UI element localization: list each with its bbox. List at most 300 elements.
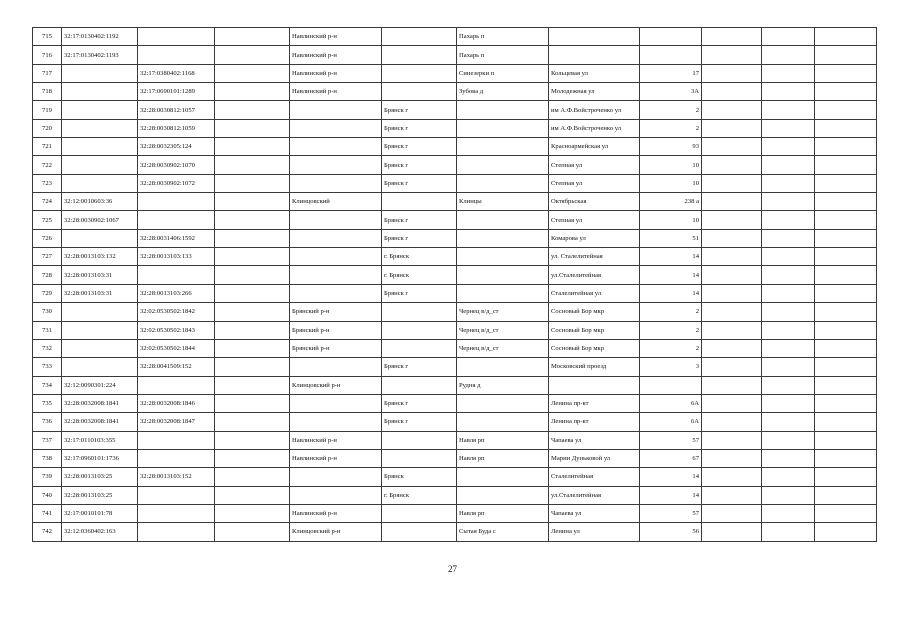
row-number-cell: 736 — [33, 413, 62, 431]
empty-cell — [762, 394, 815, 412]
city-cell: Брянск г — [382, 101, 457, 119]
settlement-cell: Чернец в/д_ст — [457, 321, 549, 339]
settlement-cell: Клинцы — [457, 193, 549, 211]
district-cell — [290, 156, 382, 174]
settlement-cell: Рудня д — [457, 376, 549, 394]
cadastral-number-cell — [62, 303, 138, 321]
settlement-cell: Навля рп — [457, 504, 549, 522]
city-cell — [382, 523, 457, 541]
settlement-cell — [457, 486, 549, 504]
district-cell: Брянский р-н — [290, 339, 382, 357]
table-row — [33, 303, 877, 321]
empty-cell — [815, 394, 877, 412]
district-cell — [290, 138, 382, 156]
row-number-cell: 716 — [33, 46, 62, 64]
empty-cell — [815, 119, 877, 137]
empty-cell — [702, 431, 762, 449]
cadastral-number-2-cell — [138, 193, 215, 211]
cadastral-number-2-cell: 32:28:0030812:1057 — [138, 101, 215, 119]
cadastral-number-2-cell: 32:28:0032008:1846 — [138, 394, 215, 412]
district-cell — [290, 211, 382, 229]
empty-cell — [815, 28, 877, 46]
cadastral-number-2-cell: 32:28:0013103:152 — [138, 468, 215, 486]
cadastral-number-3-cell — [215, 431, 290, 449]
table-row — [33, 376, 877, 394]
row-number-cell: 722 — [33, 156, 62, 174]
row-number-cell: 728 — [33, 266, 62, 284]
district-cell — [290, 266, 382, 284]
cadastral-number-2-cell — [138, 431, 215, 449]
cadastral-number-2-cell — [138, 449, 215, 467]
house-cell: 2 — [640, 321, 702, 339]
empty-cell — [762, 504, 815, 522]
cadastral-number-3-cell — [215, 229, 290, 247]
empty-cell — [762, 358, 815, 376]
empty-cell — [762, 46, 815, 64]
table-row — [33, 486, 877, 504]
cadastral-number-cell: 32:17:0130402:1193 — [62, 46, 138, 64]
street-cell: Чапаева ул — [549, 431, 640, 449]
city-cell: г. Брянск — [382, 486, 457, 504]
cadastral-number-3-cell — [215, 486, 290, 504]
empty-cell — [702, 156, 762, 174]
cadastral-number-2-cell: 32:28:0030812:1059 — [138, 119, 215, 137]
empty-cell — [815, 83, 877, 101]
empty-cell — [762, 376, 815, 394]
house-cell: 56 — [640, 523, 702, 541]
street-cell: Ленина пр-кт — [549, 394, 640, 412]
empty-cell — [702, 138, 762, 156]
settlement-cell: Навля рп — [457, 431, 549, 449]
empty-cell — [815, 156, 877, 174]
cadastral-number-3-cell — [215, 358, 290, 376]
house-cell: 2 — [640, 101, 702, 119]
cadastral-number-3-cell — [215, 83, 290, 101]
district-cell: Навлинский р-н — [290, 504, 382, 522]
empty-cell — [815, 504, 877, 522]
cadastral-number-3-cell — [215, 504, 290, 522]
empty-cell — [815, 303, 877, 321]
cadastral-number-3-cell — [215, 28, 290, 46]
cadastral-number-3-cell — [215, 119, 290, 137]
house-cell: 238 а — [640, 193, 702, 211]
cadastral-number-cell — [62, 83, 138, 101]
settlement-cell: Зубова д — [457, 83, 549, 101]
table-row — [33, 211, 877, 229]
cadastral-number-2-cell: 32:28:0032008:1847 — [138, 413, 215, 431]
house-cell: 3 — [640, 358, 702, 376]
empty-cell — [762, 468, 815, 486]
table-row — [33, 523, 877, 541]
cadastral-number-2-cell: 32:02:0530502:1842 — [138, 303, 215, 321]
district-cell: Навлинский р-н — [290, 83, 382, 101]
cadastral-number-cell — [62, 321, 138, 339]
row-number-cell: 735 — [33, 394, 62, 412]
district-cell: Навлинский р-н — [290, 46, 382, 64]
city-cell — [382, 504, 457, 522]
district-cell — [290, 119, 382, 137]
empty-cell — [702, 413, 762, 431]
settlement-cell — [457, 248, 549, 266]
street-cell — [549, 46, 640, 64]
city-cell: Брянск г — [382, 394, 457, 412]
cadastral-number-cell: 32:12:0360402:163 — [62, 523, 138, 541]
empty-cell — [762, 83, 815, 101]
district-cell: Клинцовский — [290, 193, 382, 211]
row-number-cell: 718 — [33, 83, 62, 101]
cadastral-number-3-cell — [215, 449, 290, 467]
empty-cell — [702, 248, 762, 266]
empty-cell — [815, 138, 877, 156]
register-table — [32, 27, 877, 542]
settlement-cell: Сытая Буда с — [457, 523, 549, 541]
house-cell: 51 — [640, 229, 702, 247]
cadastral-number-cell: 32:28:0013103:25 — [62, 486, 138, 504]
street-cell — [549, 28, 640, 46]
table-row — [33, 358, 877, 376]
district-cell: Клинцовский р-н — [290, 523, 382, 541]
settlement-cell — [457, 413, 549, 431]
empty-cell — [815, 339, 877, 357]
district-cell: Навлинский р-н — [290, 449, 382, 467]
street-cell: Марии Дуньковой ул — [549, 449, 640, 467]
house-cell — [640, 376, 702, 394]
row-number-cell: 719 — [33, 101, 62, 119]
row-number-cell: 737 — [33, 431, 62, 449]
empty-cell — [815, 468, 877, 486]
house-cell: 14 — [640, 284, 702, 302]
empty-cell — [762, 523, 815, 541]
settlement-cell: Синезерки п — [457, 64, 549, 82]
house-cell: 57 — [640, 504, 702, 522]
empty-cell — [702, 64, 762, 82]
empty-cell — [815, 486, 877, 504]
register-rows — [33, 28, 877, 542]
street-cell: Ленина ул — [549, 523, 640, 541]
cadastral-number-2-cell: 32:02:0530502:1843 — [138, 321, 215, 339]
cadastral-number-3-cell — [215, 156, 290, 174]
empty-cell — [815, 321, 877, 339]
empty-cell — [762, 449, 815, 467]
city-cell — [382, 339, 457, 357]
settlement-cell — [457, 138, 549, 156]
house-cell: 6А — [640, 394, 702, 412]
cadastral-number-2-cell: 32:28:0032305:124 — [138, 138, 215, 156]
street-cell: Сталелитейная ул — [549, 284, 640, 302]
table-row — [33, 28, 877, 46]
cadastral-number-cell: 32:17:0110103:355 — [62, 431, 138, 449]
empty-cell — [702, 376, 762, 394]
table-row — [33, 394, 877, 412]
table-row — [33, 468, 877, 486]
cadastral-number-cell: 32:28:0013103:132 — [62, 248, 138, 266]
empty-cell — [815, 431, 877, 449]
street-cell: Комарова ул — [549, 229, 640, 247]
settlement-cell — [457, 211, 549, 229]
house-cell: 67 — [640, 449, 702, 467]
city-cell: г. Брянск — [382, 248, 457, 266]
empty-cell — [762, 229, 815, 247]
table-row — [33, 46, 877, 64]
cadastral-number-2-cell — [138, 523, 215, 541]
street-cell: Кольцевая ул — [549, 64, 640, 82]
empty-cell — [702, 523, 762, 541]
row-number-cell: 734 — [33, 376, 62, 394]
cadastral-number-3-cell — [215, 193, 290, 211]
empty-cell — [702, 339, 762, 357]
cadastral-number-2-cell — [138, 46, 215, 64]
district-cell: Навлинский р-н — [290, 64, 382, 82]
street-cell: Степная ул — [549, 211, 640, 229]
street-cell: Молодежная ул — [549, 83, 640, 101]
district-cell — [290, 229, 382, 247]
row-number-cell: 715 — [33, 28, 62, 46]
cadastral-number-cell: 32:17:0130402:1192 — [62, 28, 138, 46]
district-cell — [290, 101, 382, 119]
row-number-cell: 721 — [33, 138, 62, 156]
empty-cell — [762, 431, 815, 449]
district-cell — [290, 248, 382, 266]
street-cell: Московский проезд — [549, 358, 640, 376]
cadastral-number-cell: 32:28:0013103:31 — [62, 266, 138, 284]
district-cell — [290, 468, 382, 486]
street-cell: им А.Ф.Войстроченко ул — [549, 119, 640, 137]
cadastral-number-cell — [62, 101, 138, 119]
city-cell: Брянск г — [382, 229, 457, 247]
table-row — [33, 266, 877, 284]
empty-cell — [702, 46, 762, 64]
empty-cell — [815, 229, 877, 247]
cadastral-number-3-cell — [215, 101, 290, 119]
house-cell: 93 — [640, 138, 702, 156]
city-cell: Брянск г — [382, 284, 457, 302]
cadastral-number-cell: 32:28:0013103:31 — [62, 284, 138, 302]
row-number-cell: 730 — [33, 303, 62, 321]
empty-cell — [815, 358, 877, 376]
empty-cell — [702, 284, 762, 302]
empty-cell — [815, 523, 877, 541]
district-cell — [290, 174, 382, 192]
district-cell: Навлинский р-н — [290, 28, 382, 46]
empty-cell — [702, 193, 762, 211]
empty-cell — [762, 64, 815, 82]
street-cell: Сосновый Бор мкр — [549, 321, 640, 339]
row-number-cell: 717 — [33, 64, 62, 82]
street-cell: Сталелитейная — [549, 468, 640, 486]
city-cell — [382, 28, 457, 46]
settlement-cell: Чернец в/д_ст — [457, 339, 549, 357]
cadastral-number-cell: 32:28:0032008:1841 — [62, 394, 138, 412]
street-cell: Сосновый Бор мкр — [549, 303, 640, 321]
city-cell — [382, 83, 457, 101]
street-cell: ул. Сталелитейная — [549, 248, 640, 266]
settlement-cell — [457, 284, 549, 302]
cadastral-number-2-cell: 32:28:0030902:1072 — [138, 174, 215, 192]
empty-cell — [815, 174, 877, 192]
cadastral-number-2-cell: 32:28:0031406:1592 — [138, 229, 215, 247]
empty-cell — [702, 119, 762, 137]
house-cell: 2 — [640, 339, 702, 357]
empty-cell — [762, 211, 815, 229]
house-cell: 14 — [640, 266, 702, 284]
settlement-cell: Пахарь п — [457, 46, 549, 64]
house-cell: 14 — [640, 486, 702, 504]
cadastral-number-cell: 32:12:0090301:224 — [62, 376, 138, 394]
district-cell: Клинцовский р-н — [290, 376, 382, 394]
street-cell: Сосновый Бор мкр — [549, 339, 640, 357]
cadastral-number-cell — [62, 156, 138, 174]
cadastral-number-2-cell — [138, 486, 215, 504]
settlement-cell: Навля рп — [457, 449, 549, 467]
empty-cell — [702, 211, 762, 229]
empty-cell — [702, 28, 762, 46]
empty-cell — [762, 486, 815, 504]
city-cell — [382, 431, 457, 449]
cadastral-number-2-cell: 32:28:0041509:152 — [138, 358, 215, 376]
cadastral-number-2-cell: 32:28:0013103:266 — [138, 284, 215, 302]
house-cell: 10 — [640, 211, 702, 229]
settlement-cell — [457, 468, 549, 486]
cadastral-number-2-cell — [138, 504, 215, 522]
street-cell: ул.Сталелитейная — [549, 266, 640, 284]
row-number-cell: 727 — [33, 248, 62, 266]
cadastral-number-3-cell — [215, 394, 290, 412]
empty-cell — [762, 248, 815, 266]
empty-cell — [702, 394, 762, 412]
table-row — [33, 339, 877, 357]
empty-cell — [762, 138, 815, 156]
city-cell: Брянск г — [382, 413, 457, 431]
cadastral-number-3-cell — [215, 303, 290, 321]
settlement-cell: Чернец в/д_ст — [457, 303, 549, 321]
cadastral-number-2-cell — [138, 376, 215, 394]
city-cell — [382, 376, 457, 394]
empty-cell — [815, 248, 877, 266]
cadastral-number-cell: 32:28:0030902:1067 — [62, 211, 138, 229]
empty-cell — [702, 266, 762, 284]
empty-cell — [762, 339, 815, 357]
city-cell: г. Брянск — [382, 266, 457, 284]
empty-cell — [815, 193, 877, 211]
settlement-cell — [457, 119, 549, 137]
empty-cell — [702, 504, 762, 522]
cadastral-number-3-cell — [215, 174, 290, 192]
table-row — [33, 413, 877, 431]
cadastral-number-3-cell — [215, 284, 290, 302]
empty-cell — [762, 174, 815, 192]
city-cell: Брянск — [382, 468, 457, 486]
table-row — [33, 174, 877, 192]
table-row — [33, 193, 877, 211]
row-number-cell: 741 — [33, 504, 62, 522]
cadastral-number-3-cell — [215, 266, 290, 284]
row-number-cell: 740 — [33, 486, 62, 504]
settlement-cell — [457, 358, 549, 376]
cadastral-number-cell: 32:12:0010603:36 — [62, 193, 138, 211]
empty-cell — [762, 193, 815, 211]
row-number-cell: 720 — [33, 119, 62, 137]
cadastral-number-3-cell — [215, 339, 290, 357]
empty-cell — [702, 174, 762, 192]
house-cell: 2 — [640, 303, 702, 321]
city-cell: Брянск г — [382, 156, 457, 174]
district-cell — [290, 358, 382, 376]
street-cell: ул.Сталелитейная — [549, 486, 640, 504]
settlement-cell — [457, 156, 549, 174]
cadastral-number-cell: 32:28:0032008:1841 — [62, 413, 138, 431]
city-cell — [382, 46, 457, 64]
empty-cell — [815, 211, 877, 229]
city-cell — [382, 64, 457, 82]
cadastral-number-2-cell — [138, 266, 215, 284]
empty-cell — [815, 46, 877, 64]
empty-cell — [815, 101, 877, 119]
empty-cell — [762, 119, 815, 137]
city-cell — [382, 321, 457, 339]
cadastral-number-2-cell: 32:17:0380402:1168 — [138, 64, 215, 82]
street-cell: Октябрьская — [549, 193, 640, 211]
house-cell: 14 — [640, 468, 702, 486]
empty-cell — [702, 449, 762, 467]
cadastral-number-3-cell — [215, 211, 290, 229]
cadastral-number-2-cell: 32:17:0690101:1289 — [138, 83, 215, 101]
table-row — [33, 321, 877, 339]
empty-cell — [762, 28, 815, 46]
table-row — [33, 64, 877, 82]
row-number-cell: 724 — [33, 193, 62, 211]
empty-cell — [762, 321, 815, 339]
district-cell — [290, 413, 382, 431]
empty-cell — [702, 83, 762, 101]
row-number-cell: 725 — [33, 211, 62, 229]
table-row — [33, 431, 877, 449]
house-cell: 3А — [640, 83, 702, 101]
empty-cell — [815, 64, 877, 82]
table-row — [33, 119, 877, 137]
house-cell — [640, 46, 702, 64]
cadastral-number-3-cell — [215, 138, 290, 156]
empty-cell — [815, 266, 877, 284]
cadastral-number-3-cell — [215, 321, 290, 339]
empty-cell — [815, 376, 877, 394]
cadastral-number-3-cell — [215, 468, 290, 486]
house-cell: 10 — [640, 156, 702, 174]
empty-cell — [815, 449, 877, 467]
table-row — [33, 83, 877, 101]
empty-cell — [702, 358, 762, 376]
settlement-cell — [457, 394, 549, 412]
city-cell — [382, 449, 457, 467]
city-cell: Брянск г — [382, 174, 457, 192]
street-cell: Степная ул — [549, 174, 640, 192]
street-cell: Красноармейская ул — [549, 138, 640, 156]
cadastral-number-cell — [62, 339, 138, 357]
street-cell — [549, 376, 640, 394]
table-row — [33, 248, 877, 266]
cadastral-number-3-cell — [215, 376, 290, 394]
cadastral-number-3-cell — [215, 46, 290, 64]
cadastral-number-cell: 32:17:0010101:78 — [62, 504, 138, 522]
settlement-cell: Пахарь п — [457, 28, 549, 46]
empty-cell — [762, 101, 815, 119]
house-cell: 57 — [640, 431, 702, 449]
district-cell — [290, 284, 382, 302]
house-cell: 14 — [640, 248, 702, 266]
district-cell: Брянский р-н — [290, 321, 382, 339]
settlement-cell — [457, 229, 549, 247]
street-cell: Чапаева ул — [549, 504, 640, 522]
cadastral-number-2-cell — [138, 211, 215, 229]
